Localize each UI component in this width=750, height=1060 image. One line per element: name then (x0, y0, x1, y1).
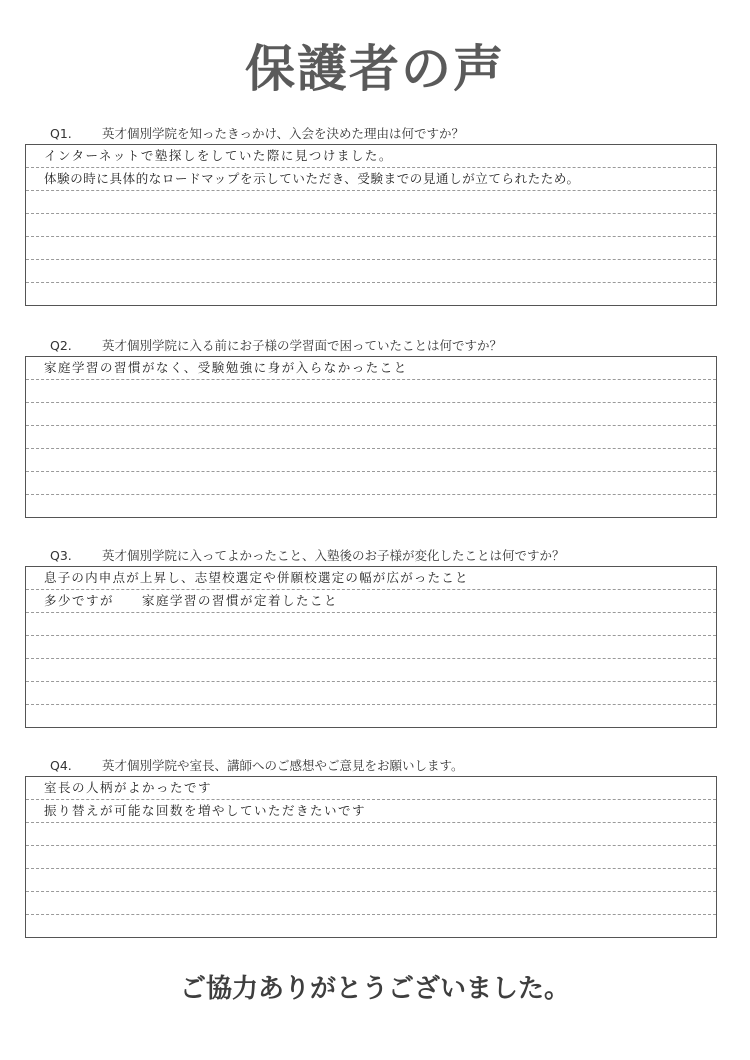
question-2 (25, 336, 717, 518)
question-number: Q3. (50, 548, 72, 563)
question-text: 英才個別学院に入ってよかったこと、入塾後のお子様が変化したことは何ですか？ (102, 548, 565, 563)
answer-box (25, 566, 717, 728)
question-3 (25, 546, 717, 728)
question-header (25, 756, 717, 776)
answer-line: 体験の時に具体的なロードマップを示していただき、受験までの見通しが立てられたため。 (44, 171, 580, 186)
answer-line: 振り替えが可能な回数を増やしていただきたいです (44, 803, 367, 818)
footer-thanks: ご協力ありがとうございました。 (179, 974, 570, 1004)
answer-line: 家庭学習の習慣がなく、受験勉強に身が入らなかったこと (44, 360, 408, 375)
question-header (25, 124, 717, 144)
question-text: 英才個別学院を知ったきっかけ、入会を決めた理由は何ですか？ (102, 126, 465, 141)
question-number: Q1. (50, 126, 72, 141)
answer-box (25, 356, 717, 518)
answer-line: 多少ですが 家庭学習の習慣が定着したこと (44, 593, 339, 608)
answer-box (25, 776, 717, 938)
question-number: Q2. (50, 338, 72, 353)
question-text: 英才個別学院に入る前にお子様の学習面で困っていたことは何ですか？ (102, 338, 503, 353)
answer-line: 息子の内申点が上昇し、志望校選定や併願校選定の幅が広がったこと (44, 570, 469, 585)
question-1 (25, 124, 717, 306)
page-title: 保護者の声 (245, 40, 505, 98)
question-text: 英才個別学院や室長、講師へのご感想やご意見をお願いします。 (102, 758, 464, 773)
answer-line: 室長の人柄がよかったです (44, 780, 213, 795)
question-header (25, 336, 717, 356)
answer-line: インターネットで塾探しをしていた際に見つけました。 (44, 148, 393, 163)
question-header (25, 546, 717, 566)
answer-box (25, 144, 717, 306)
question-number: Q4. (50, 758, 72, 773)
question-4 (25, 756, 717, 938)
